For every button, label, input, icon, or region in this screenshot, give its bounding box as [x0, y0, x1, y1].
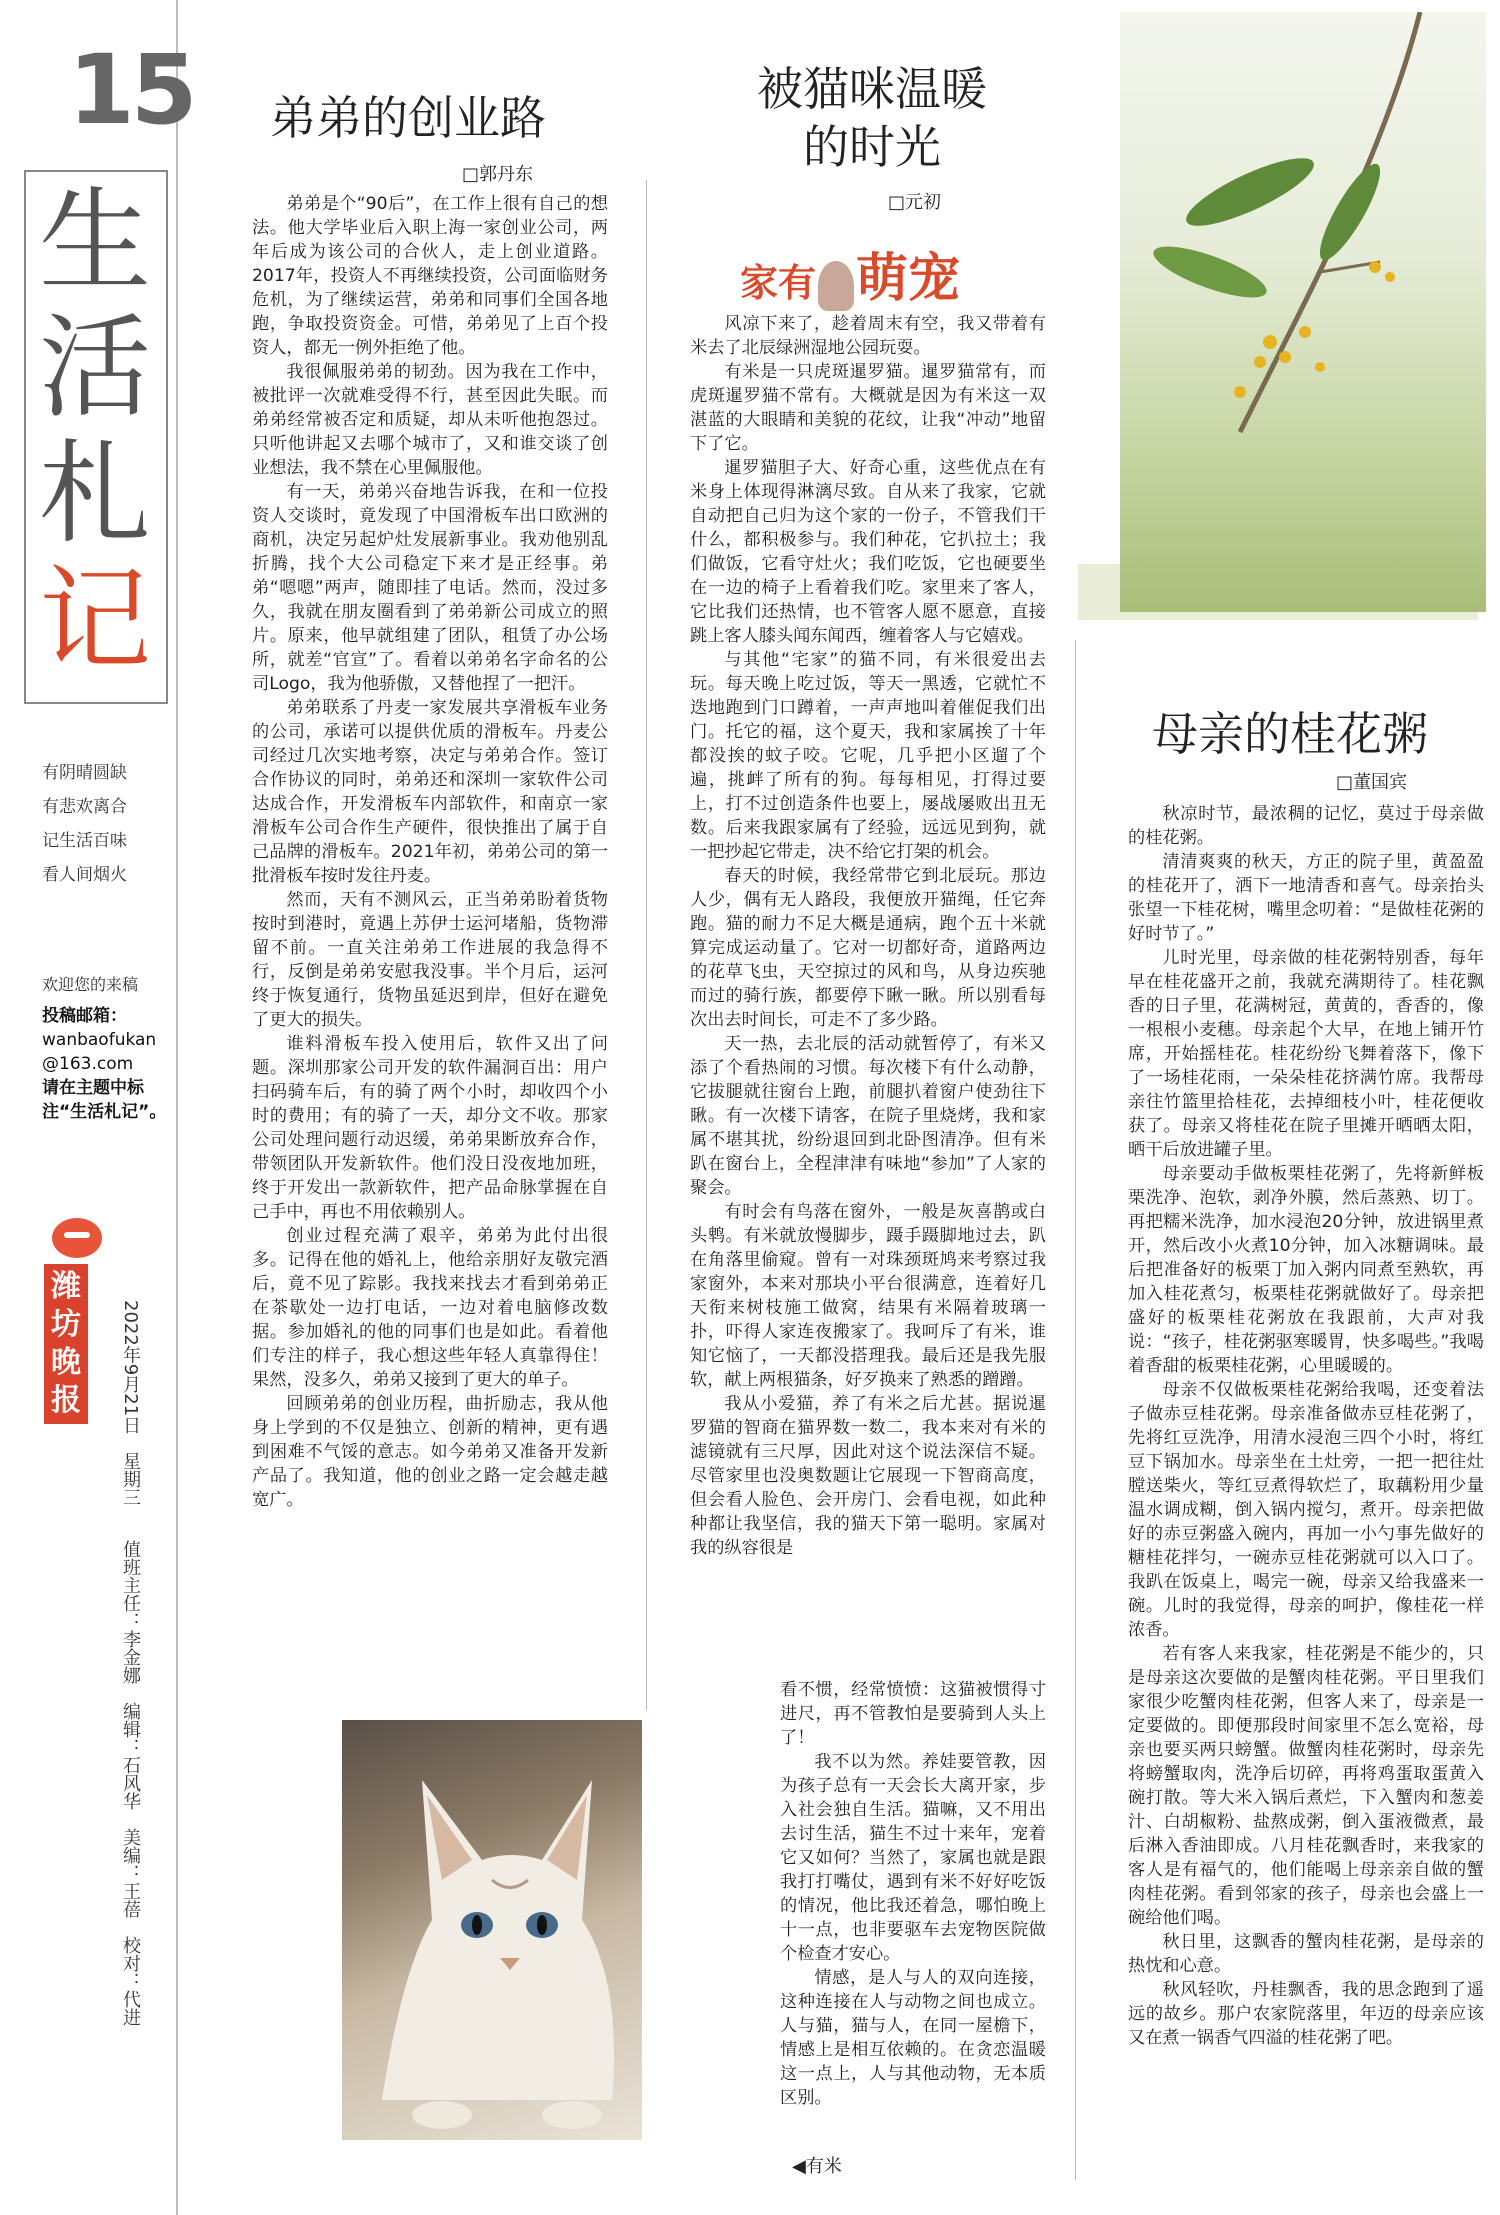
page-number: 15	[68, 34, 194, 146]
paragraph: 母亲要动手做板栗桂花粥了，先将新鲜板栗洗净、泡软，剥净外膜，然后蒸熟、切丁。再把糯米洗净，加水浸泡20分钟，放进锅里煮开，然后改小火煮10分钟，加入冰糖调味。最后把准备好的板栗丁加入粥内同煮至熟软，再加入桂花煮匀，板栗桂花粥就做好了。母亲把盛好的板栗桂花粥放在我跟前，大声对我说：“孩子，桂花粥驱寒暖胃，快多喝些。”我喝着香甜的板栗桂花粥，心里暖暖的。	[1128, 1164, 1484, 1376]
article2-body-bottom	[780, 1678, 1046, 2110]
paragraph: 春天的时候，我经常带它到北辰玩。那边人少，偶有无人路段，我便放开猫绳，任它奔跑。猫的耐力不足大概是通病，跑个五十米就算完成运动量了。它对一切都好奇，道路两边的花草飞虫，天空掠过的风和鸟，从身边疾驰而过的骑行族，都要停下瞅一瞅。所以别看每次出去时间长，可走不了多少路。	[690, 866, 1046, 1030]
paragraph: 天一热，去北辰的活动就暂停了，有米又添了个看热闹的习惯。每次楼下有什么动静，它拔腿就往窗台上跑，前腿扒着窗户使劲往下瞅。有一次楼下请客，在院子里烧烤，我和家属不堪其扰，纷纷退回到北卧图清净。但有米趴在窗台上，全程津津有味地“参加”了人家的聚会。	[690, 1034, 1046, 1198]
left-column-rule	[176, 0, 178, 2215]
paragraph: 清清爽爽的秋天，方正的院子里，黄盈盈的桂花开了，洒下一地清香和喜气。母亲抬头张望一下桂花树，嘴里念叨着：“是做桂花粥的好时节了。”	[1128, 852, 1484, 944]
paragraph: 我不以为然。养娃要管教，因为孩子总有一天会长大离开家，步入社会独自生活。猫嘛，又不用出去讨生活，猫生不过十来年，宠着它又如何？当然了，家属也就是跟我打打嘴仗，遇到有米不好好吃饭的情况，他比我还着急，哪怕晚上十一点，也非要驱车去宠物医院做个检查才安心。	[780, 1752, 1046, 1964]
submit-email-line-1: wanbaofukan	[42, 1030, 157, 1050]
paragraph: 暹罗猫胆子大、好奇心重，这些优点在有米身上体现得淋漓尽致。自从来了我家，它就自动把自己归为这个家的一份子，不管我们干什么，都积极参与。我们种花，它扒拉土；我们做饭，它看守灶火；我们吃饭，它也硬要坐在一边的椅子上看着我们吃。家里来了客人，它比我们还热情，也不管客人愿不愿意，直接跳上客人膝头闻东闻西，缠着客人与它嬉戏。	[690, 458, 1046, 646]
section-badge-text-2: 萌宠	[856, 248, 961, 309]
paragraph: 若有客人来我家，桂花粥是不能少的，只是母亲这次要做的是蟹肉桂花粥。平日里我们家很少吃蟹肉桂花粥，但客人来了，母亲是一定要做的。即便那段时间家里不怎么宽裕，母亲也要买两只螃蟹。做蟹肉桂花粥时，母亲先将螃蟹取肉，洗净后切碎，再将鸡蛋取蛋黄入碗打散。等大米入锅后煮烂，下入蟹肉和葱姜汁、白胡椒粉、盐熬成粥，倒入蛋液微煮，最后淋入香油即成。八月桂花飘香时，来我家的客人是有福气的，他们能喝上母亲亲自做的蟹肉桂花粥。看到邻家的孩子，母亲也会盛上一碗给他们喝。	[1128, 1644, 1484, 1928]
photo-caption: ◀有米	[792, 2156, 842, 2177]
motto-line: 记生活百味	[42, 831, 127, 851]
logo-text: 潍坊晚报	[44, 1264, 88, 1424]
welcome-text: 欢迎您的来稿	[42, 975, 139, 994]
paragraph: 秋凉时节，最浓稠的记忆，莫过于母亲做的桂花粥。	[1128, 804, 1484, 848]
column-char-1: 生	[39, 177, 151, 307]
column-rule-2	[1075, 640, 1076, 2180]
osmanthus-photo	[1120, 12, 1486, 612]
paragraph: 我很佩服弟弟的韧劲。因为我在工作中，被批评一次就难受得不行，甚至因此失眠。而弟弟经常被否定和质疑，却从未听他抱怨过。只听他讲起又去哪个城市了，又和谁交谈了创业想法，我不禁在心里佩服他。	[252, 362, 608, 478]
section-badge	[740, 236, 1010, 309]
article2-body-top	[690, 312, 1046, 1560]
submit-email-line-2: @163.com	[42, 1054, 134, 1074]
paragraph: 弟弟是个“90后”，在工作上很有自己的想法。他大学毕业后入职上海一家创业公司，两年后成为该公司的合伙人，走上创业道路。2017年，投资人不再继续投资，公司面临财务危机，为了继续运营，弟弟和同事们全国各地跑，争取投资资金。可惜，弟弟见了上百个投资人，都无一例外拒绝了他。	[252, 194, 608, 358]
paragraph: 秋风轻吹，丹桂飘香，我的思念跑到了遥远的故乡。那户农家院落里，年迈的母亲应该又在煮一锅香气四溢的桂花粥了吧。	[1128, 1980, 1484, 2048]
paragraph: 回顾弟弟的创业历程，曲折励志，我从他身上学到的不仅是独立、创新的精神，更有遇到困难不气馁的意志。如今弟弟又准备开发新产品了。我知道，他的创业之路一定会越走越宽广。	[252, 1394, 608, 1510]
paragraph: 有米是一只虎斑暹罗猫。暹罗猫常有，而虎斑暹罗猫不常有。大概就是因为有米这一双湛蓝的大眼睛和美貌的花纹，让我“冲动”地留下了它。	[690, 362, 1046, 454]
section-badge-text-1: 家有	[740, 260, 817, 305]
paragraph: 有一天，弟弟兴奋地告诉我，在和一位投资人交谈时，竟发现了中国滑板车出口欧洲的商机，决定另起炉灶发展新事业。我劝他别乱折腾，找个大公司稳定下来才是正经事。弟弟“嗯嗯”两声，随即挂了电话。然而，没过多久，我就在朋友圈看到了弟弟新公司成立的照片。原来，他早就组建了团队，租赁了办公场所，就差“官宣”了。看着以弟弟名字命名的公司Logo，我为他骄傲，又替他捏了一把汗。	[252, 482, 608, 694]
article1-body	[252, 192, 608, 1512]
article3-body	[1128, 802, 1484, 2050]
article2-byline: □元初	[888, 192, 942, 213]
submission-info	[42, 1004, 172, 1124]
paragraph: 有时会有鸟落在窗外，一般是灰喜鹊或白头鹎。有米就放慢脚步，蹑手蹑脚地过去，趴在角落里偷窥。曾有一对珠颈斑鸠来考察过我家窗外，本来对那块小平台很满意，连着好几天衔来树枝施工做窝，结果有米隔着玻璃一扑，吓得人家连夜搬家了。我呵斥了有米，谁知它恼了，一天都没搭理我。最后还是我先服软，献上两根猫条，好歹换来了熟悉的蹭蹭。	[690, 1202, 1046, 1390]
motto-line: 有悲欢离合	[42, 797, 127, 817]
paragraph: 情感，是人与人的双向连接，这种连接在人与动物之间也成立。人与猫，猫与人，在同一屋檐下，情感上是相互依赖的。在贪恋温暖这一点上，人与其他动物，无本质区别。	[780, 1968, 1046, 2108]
column-char-2: 活	[39, 303, 151, 433]
osmanthus-illustration	[1120, 12, 1486, 612]
article1-byline: □郭丹东	[462, 164, 534, 185]
newspaper-logo	[44, 1218, 124, 1424]
paragraph: 我从小爱猫，养了有米之后尤甚。据说暹罗猫的智商在猫界数一数二，我本来对有米的滤镜就有三尺厚，因此对这个说法深信不疑。尽管家里也没奥数题让它展现一下智商高度，但会看人脸色、会开房门、会看电视，如此种种都让我坚信，我的猫天下第一聪明。家属对我的纵容很是	[690, 1394, 1046, 1558]
weekday-text: 星期三	[120, 1452, 141, 1507]
date-text: 2022年9月21日	[120, 1300, 141, 1435]
article3-title: 母亲的桂花粥	[1152, 707, 1428, 761]
motto-line: 有阴晴圆缺	[42, 763, 127, 783]
submit-note: 请在主题中标注“生活札记”。	[42, 1078, 167, 1122]
paragraph: 儿时光里，母亲做的桂花粥特别香，每年早在桂花盛开之前，我就充满期待了。桂花飘香的日子里，花满树冠，黄黄的，香香的，像一根根小麦穗。母亲起个大早，在地上铺开竹席，开始摇桂花。桂花纷纷飞舞着落下，像下了一场桂花雨，一朵朵桂花挤满竹席。我帮母亲往竹篮里拾桂花，去掉细枝小叶，桂花便收获了。母亲又将桂花在院子里摊开晒晒太阳，晒干后放进罐子里。	[1128, 948, 1484, 1160]
column-char-3: 札	[39, 429, 151, 559]
issue-date	[118, 1300, 142, 1506]
cat-illustration	[342, 1720, 642, 2140]
paragraph: 母亲不仅做板栗桂花粥给我喝，还变着法子做赤豆桂花粥。母亲准备做赤豆桂花粥了，先将红豆洗净，用清水浸泡三四个小时，将红豆下锅加水。母亲坐在土灶旁，一把一把往灶膛送柴火，等红豆煮得软烂了，取藕粉用少量温水调成糊，倒入锅内搅匀，煮开。母亲把做好的赤豆粥盛入碗内，再加一小勺事先做好的糖桂花拌匀，一碗赤豆桂花粥就可以入口了。我趴在饭桌上，喝完一碗，母亲又给我盛来一碗。儿时的我觉得，母亲的呵护，像桂花一样浓香。	[1128, 1380, 1484, 1640]
paragraph: 风凉下来了，趁着周末有空，我又带着有米去了北辰绿洲湿地公园玩耍。	[690, 314, 1046, 358]
paragraph: 创业过程充满了艰辛，弟弟为此付出很多。记得在他的婚礼上，他给亲朋好友敬完酒后，竟不见了踪影。我找来找去才看到弟弟正在茶歇处一边打电话，一边对着电脑修改数据。参加婚礼的他的同事们也是如此。看着他们专注的样子，我心想这些年轻人真靠得住！果然，没多久，弟弟又接到了更大的单子。	[252, 1226, 608, 1390]
paragraph: 秋日里，这飘香的蟹肉桂花粥，是母亲的热忱和心意。	[1128, 1932, 1484, 1976]
article2-title	[732, 60, 1012, 176]
logo-mark-icon	[52, 1218, 102, 1258]
paragraph: 谁料滑板车投入使用后，软件又出了问题。深圳那家公司开发的软件漏洞百出：用户扫码骑车后，有的骑了两个小时，却收四个小时的费用；有的骑了一天，却分文不收。那家公司处理问题行动迟缓，弟弟果断放弃合作，带领团队开发新软件。他们没日没夜地加班，终于开发出一款新软件，把产品命脉掌握在自己手中，再也不用依赖别人。	[252, 1034, 608, 1222]
column-motto	[42, 756, 172, 892]
paragraph: 与其他“宅家”的猫不同，有米很爱出去玩。每天晚上吃过饭，等天一黑透，它就忙不迭地跑到门口蹲着，一声声地叫着催促我们出门。托它的福，这个夏天，我和家属挨了十年都没挨的蚊子咬。它呢，几乎把小区遛了个遍，挑衅了所有的狗。每每相见，打得过要上，打不过创造条件也要上，屡战屡败出丑无数。后来我跟家属有了经验，远远见到狗，就一把抄起它带走，决不给它打架的机会。	[690, 650, 1046, 862]
column-rule-1	[646, 180, 647, 1710]
column-char-4: 记	[39, 555, 151, 685]
motto-line: 看人间烟火	[42, 865, 127, 885]
column-title	[30, 177, 160, 690]
staff-credits: 值班主任：李金娜 编辑：石风华 美编：王蓓 校对：代进	[120, 1540, 141, 2026]
article2-title-line-2: 的时光	[803, 120, 941, 174]
article1-title: 弟弟的创业路	[270, 91, 546, 145]
cat-photo	[342, 1720, 642, 2140]
paragraph: 弟弟联系了丹麦一家发展共享滑板车业务的公司，承诺可以提供优质的滑板车。丹麦公司经过几次实地考察，决定与弟弟合作。签订合作协议的同时，弟弟还和深圳一家软件公司达成合作，开发滑板车内部软件，和南京一家滑板车公司合作生产硬件，很快推出了属于自己品牌的滑板车。2021年初，弟弟公司的第一批滑板车按时发往丹麦。	[252, 698, 608, 886]
article2-title-line-1: 被猫咪温暖	[757, 62, 987, 116]
article3-byline: □董国宾	[1336, 772, 1408, 793]
cat-silhouette-icon	[818, 261, 854, 311]
submit-label: 投稿邮箱：	[42, 1006, 127, 1026]
paragraph: 然而，天有不测风云，正当弟弟盼着货物按时到港时，竟遇上苏伊士运河堵船，货物滞留不前。一直关注弟弟工作进展的我急得不行，反倒是弟弟安慰我没事。半个月后，运河终于恢复通行，货物虽延迟到岸，但好在避免了更大的损失。	[252, 890, 608, 1030]
paragraph: 看不惯，经常愤愤：这猫被惯得寸进尺，再不管教怕是要骑到人头上了！	[780, 1680, 1046, 1748]
